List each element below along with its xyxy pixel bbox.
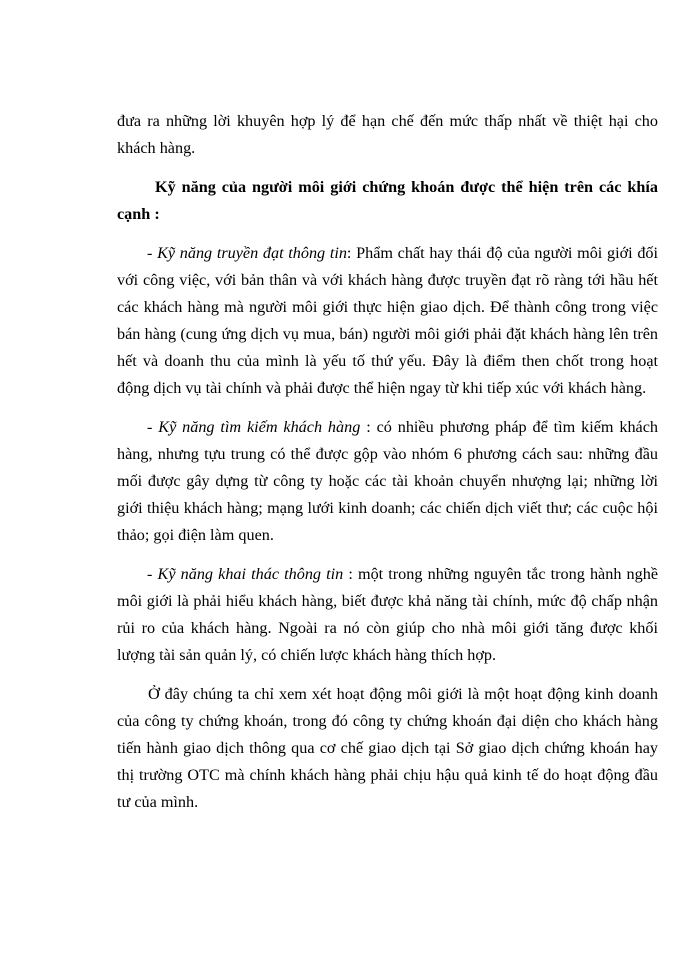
- body-text: [117, 108, 658, 816]
- skill-item-prospecting: [117, 414, 658, 549]
- skill-item-information: [117, 561, 658, 669]
- closing-paragraph: Ở đây chúng ta chỉ xem xét hoạt động môi giới là một hoạt động kinh doanh của công ty chứng khoán, trong đó công ty chứng khoán đại diện cho khách hàng tiến hành giao dịch thông qua cơ chế giao dịch tại Sở giao dịch chứng khoán hay thị trường OTC mà chính khách hàng phải chịu hậu quả kinh tế do hoạt động đầu tư của mình.: [117, 685, 658, 811]
- skill-item-communication: [117, 240, 658, 402]
- section-heading: Kỹ năng của người môi giới chứng khoán được thể hiện trên các khía cạnh :: [117, 178, 658, 223]
- item-bullet: -: [147, 565, 158, 583]
- skill-description: : một trong những nguyên tắc trong hành nghề môi giới là phải hiểu khách hàng, biết được khả năng tài chính, mức độ chấp nhận rủi ro của khách hàng. Ngoài ra nó còn giúp cho nhà môi giới tăng được khối lượng tài sản quản lý, có chiến lược khách hàng thích hợp.: [117, 565, 659, 664]
- intro-paragraph: đưa ra những lời khuyên hợp lý để hạn chế đến mức thấp nhất về thiệt hại cho khách hàng.: [117, 112, 658, 157]
- item-bullet: -: [147, 418, 159, 436]
- skill-description: : có nhiều phương pháp để tìm kiếm khách hàng, nhưng tựu trung có thể được gộp vào nhóm 6 phương cách sau: những đầu mối được gây dựng từ công ty hoặc các tài khoản chuyển nhượng lại; những lời giới thiệu khách hàng; mạng lưới kinh doanh; các chiến dịch viết thư; các cuộc hội thảo; gọi điện làm quen.: [117, 418, 659, 544]
- skill-description: : Phẩm chất hay thái độ của người môi giới đối với công việc, với bản thân và với khách hàng được truyền đạt rõ ràng tới hầu hết các khách hàng mà người môi giới thực hiện giao dịch. Để thành công trong việc bán hàng (cung ứng dịch vụ mua, bán) người môi giới phải đặt khách hàng lên trên hết và doanh thu của mình là yếu tố thứ yếu. Đây là điểm then chốt trong hoạt động dịch vụ tài chính và phải được thể hiện ngay từ khi tiếp xúc với khách hàng.: [117, 244, 659, 397]
- item-bullet: -: [147, 244, 158, 262]
- skill-term: Kỹ năng truyền đạt thông tin: [157, 244, 347, 262]
- skill-term: Kỹ năng tìm kiếm khách hàng: [158, 418, 361, 436]
- skill-term: Kỹ năng khai thác thông tin: [157, 565, 344, 583]
